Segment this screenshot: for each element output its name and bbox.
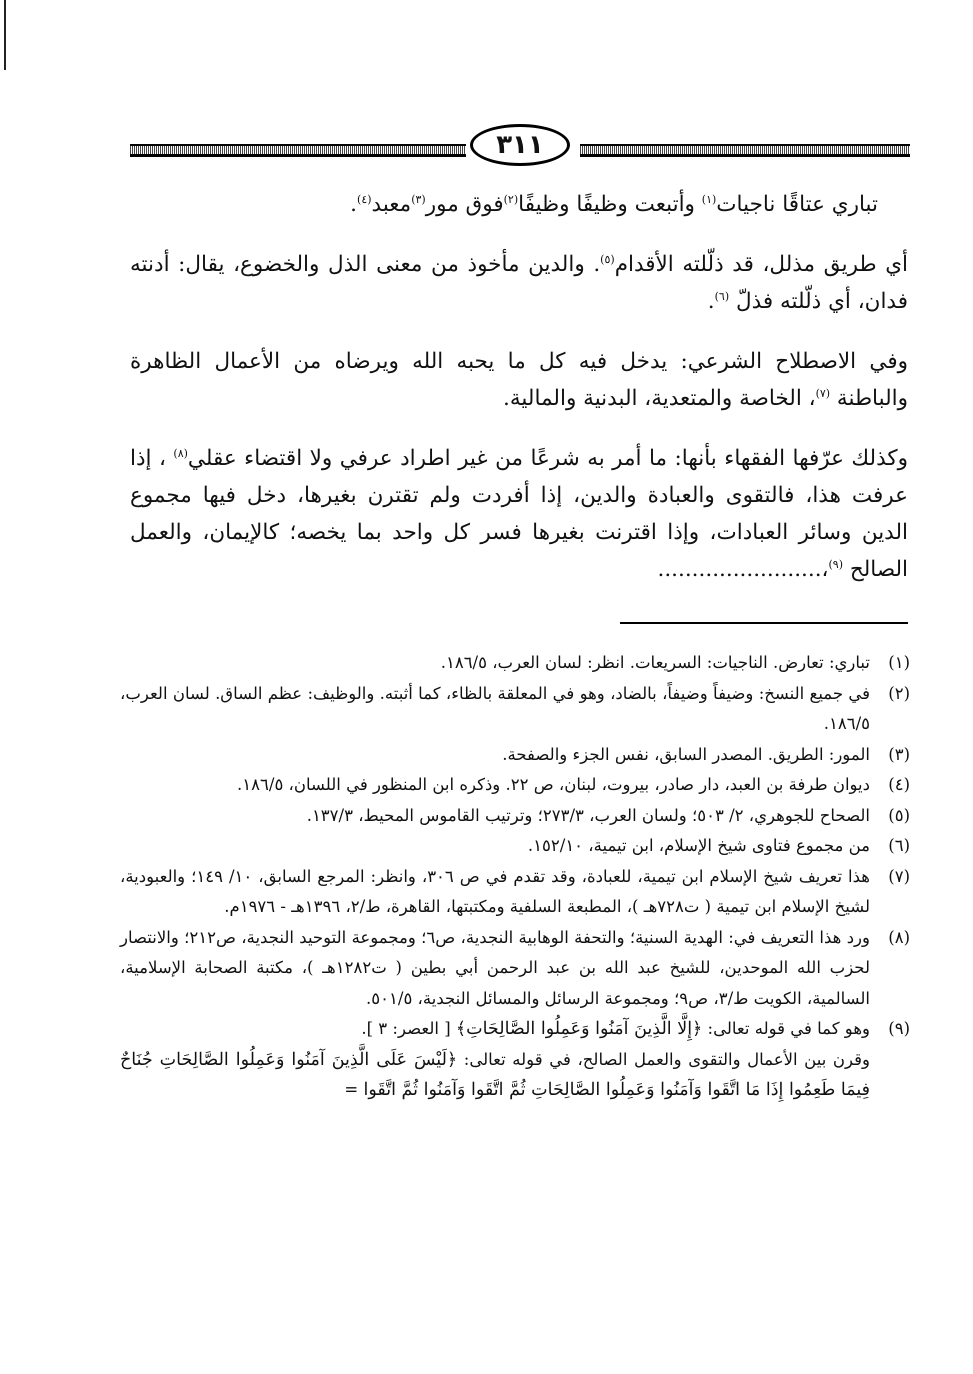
quran-verse-2: ﴿لَيْسَ عَلَى الَّذِينَ آمَنُوا وَعَمِلُوا الصَّالِحَاتِ جُنَاحٌ فِيمَا طَعِمُوا إِذَا مَا اتَّقَوا وَآمَنُوا وَعَمِلُوا الصَّالِحَاتِ ثُمَّ اتَّقَوا وَآمَنُوا ثُمَّ اتَّقَوا <box>120 1049 870 1100</box>
paragraph-2-text-a: وفي الاصطلاح الشرعي: يدخل فيه كل ما يحبه الله ويرضاه من الأعمال الظاهرة والباطنة <box>130 349 908 411</box>
footnote-2 <box>120 679 910 740</box>
verse-text-3: فوق مور <box>425 192 504 217</box>
paragraph-3-text-a: وكذلك عرّفها الفقهاء بأنها: ما أمر به شرعًا من غير اطراد عرفي ولا اقتضاء عقلي <box>187 446 908 471</box>
footnotes-section <box>120 648 910 1106</box>
poetry-verse <box>130 186 908 223</box>
footnote-number: (٦) <box>888 836 910 855</box>
continuation-dots: ........................ <box>657 557 822 582</box>
footnote-5 <box>120 801 910 832</box>
footnote-ref-3: (٣) <box>411 192 426 206</box>
paragraph-1-text-a: أي طريق مذلل، قد ذلّلته الأقدام <box>614 252 908 277</box>
verse-end: . <box>350 192 358 217</box>
footnote-ref-1: (١) <box>701 192 717 206</box>
footnote-4 <box>120 770 910 801</box>
footnote-text: ورد هذا التعريف في: الهدية السنية؛ والتحفة الوهابية النجدية، ص٦؛ ومجموعة التوحيد النجدية، ص٢١٢؛ والانتصار لحزب الله الموحدين، للشيخ عبد الله بن عبد الرحمن أبي بطين ( ت١٢٨٢هـ )، مكتبة الصحابة الإسلامية، السالمية، الكويت ط/٣، ص٩؛ ومجموعة الرسائل والمسائل النجدية، ٥٠١/٥. <box>120 927 870 1008</box>
footnote-text: في جميع النسخ: وضيفاً وضيفاً، بالضاد، وهو في المعلقة بالظاء، كما أثبته. والوظيف: عظم الساق. لسان العرب، ١٨٦/٥. <box>120 683 870 733</box>
verse-text-1: تباري عتاقًا ناجيات <box>716 192 878 217</box>
footnote-text: تباري: تعارض. الناجيات: السريعات. انظر: لسان العرب، ١٨٦/٥. <box>440 653 870 672</box>
paragraph-1-text-c: . <box>707 289 715 314</box>
paragraph-3 <box>130 440 908 588</box>
footnote-ref-2: (٢) <box>503 192 519 206</box>
footnote-separator <box>620 622 908 624</box>
paragraph-1 <box>130 246 908 320</box>
paragraph-1-text-b: . والدين مأخوذ من معنى الذل والخضوع، يقال: أدنته فدان، أي ذلّلته فذلّ <box>130 252 908 314</box>
footnote-7 <box>120 862 910 923</box>
footnote-1 <box>120 648 910 679</box>
footnote-text: من مجموع فتاوى شيخ الإسلام، ابن تيمية، ١٥٢/١٠. <box>527 836 870 855</box>
paragraph-3-text-c: ، <box>821 557 829 582</box>
footnote-number: (٧) <box>888 866 910 886</box>
paragraph-2-text-b: ، الخاصة والمتعدية، البدنية والمالية. <box>503 386 816 411</box>
quran-verse-1: ﴿إِلَّا الَّذِينَ آمَنُوا وَعَمِلُوا الصَّالِحَاتِ﴾ <box>455 1019 703 1039</box>
footnote-ref-7: (٧) <box>815 386 831 400</box>
footnote-number: (٥) <box>888 805 910 825</box>
footnote-ref-4: (٤) <box>357 192 372 206</box>
footnote-number: (٣) <box>888 744 910 764</box>
scan-edge-line <box>4 0 6 70</box>
header-rule-right <box>580 144 910 157</box>
footnote-number: (٨) <box>888 927 910 947</box>
footnote-6 <box>120 831 910 862</box>
footnote-text: ديوان طرفة بن العبد، دار صادر، بيروت، لبنان، ص ٢٢. وذكره ابن المنظور في اللسان، ١٨٦/٥. <box>237 775 870 794</box>
footnote-ref-8: (٨) <box>173 446 188 460</box>
footnote-9-text-b: [ العصر: ٣ ]. <box>361 1019 456 1038</box>
header-rule-left <box>130 144 466 157</box>
verse-text-2: وأتبعت وظيفًا وظيفًا <box>518 192 702 217</box>
footnote-ref-6: (٦) <box>714 289 730 303</box>
footnote-3 <box>120 740 910 771</box>
continuation-mark: = <box>344 1080 364 1099</box>
footnote-9-text-a: وهو كما في قوله تعالى: <box>702 1019 870 1038</box>
footnote-9 <box>120 1014 910 1106</box>
footnote-number: (٩) <box>888 1019 910 1038</box>
footnote-number: (٢) <box>888 683 910 703</box>
footnote-8 <box>120 923 910 1015</box>
paragraph-3-text-b: ، إذا عرفت هذا، فالتقوى والعبادة والدين، إذا أفردت ولم تقترن بغيرها، دخل فيها مجموع الدين وسائر العبادات، وإذا اقترنت بغيرها فسر كل واحد بما يخصه؛ كالإيمان، والعمل الصالح <box>130 446 908 582</box>
page-number: ٣١١ <box>470 124 570 166</box>
footnote-text: هذا تعريف شيخ الإسلام ابن تيمية، للعبادة، وقد تقدم في ص ٣٠٦، وانظر: المرجع السابق، ١٠/ ١٤٩؛ والعبودية، لشيخ الإسلام ابن تيمية ( ت٧٢٨هـ )، المطبعة السلفية ومكتبتها، القاهرة، ط/٢، ١٣٩٦هـ - ١٩٧٦م. <box>120 866 870 916</box>
footnote-number: (١) <box>888 653 910 672</box>
footnote-9-text-c: وقرن بين الأعمال والتقوى والعمل الصالح، في قوله تعالى: <box>457 1049 870 1069</box>
footnote-ref-9: (٩) <box>828 557 844 571</box>
footnote-text <box>120 1014 870 1106</box>
footnote-text: المور: الطريق. المصدر السابق، نفس الجزء والصفحة. <box>502 744 870 764</box>
page-header <box>130 120 910 170</box>
paragraph-2 <box>130 343 908 417</box>
footnote-ref-5: (٥) <box>600 252 615 266</box>
footnote-number: (٤) <box>888 775 910 794</box>
verse-text-4: معبد <box>371 192 412 217</box>
footnote-text: الصحاح للجوهري، ٢/ ٥٠٣؛ ولسان العرب، ٢٧٣/٣؛ وترتيب القاموس المحيط، ١٣٧/٣. <box>306 805 870 825</box>
